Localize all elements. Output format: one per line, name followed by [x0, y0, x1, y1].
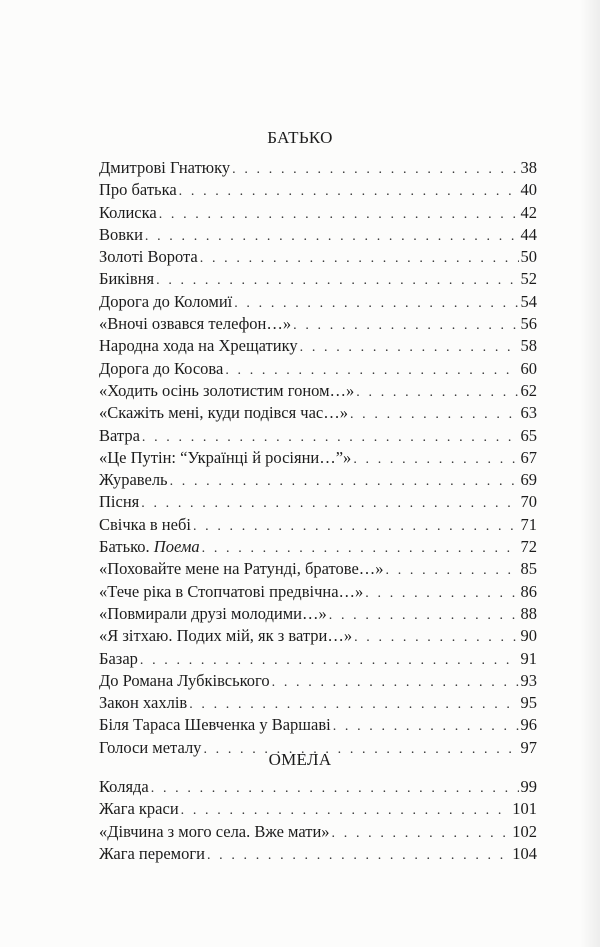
toc-entry-title: [99, 798, 179, 820]
toc-entry-title-text: «Вночі озвався телефон…»: [99, 314, 292, 334]
dot-leader: [365, 583, 518, 605]
toc-entry-genre: Поема: [153, 537, 200, 557]
dot-leader: [140, 650, 519, 672]
toc-entry: [99, 670, 537, 692]
toc-entry-page-number: 86: [520, 581, 537, 601]
toc-entry: [99, 179, 537, 201]
toc-entry: [99, 558, 537, 580]
dot-leader: [181, 800, 511, 822]
toc-entry-page-number: 63: [520, 403, 537, 423]
toc-entry-title-text: «Ходить осінь золотистим гоном…»: [99, 380, 355, 400]
toc-entry-title: [99, 380, 354, 402]
toc-entry: [99, 798, 537, 820]
toc-entry-title-text: Пісня: [99, 492, 140, 512]
toc-entry-title-text: Коляда: [99, 777, 149, 796]
toc-entry: [99, 581, 537, 603]
toc-entry-title: [99, 358, 223, 380]
dot-leader: [189, 694, 518, 716]
toc-entry-page-number: 93: [520, 670, 537, 690]
toc-entry-page-number: 88: [520, 603, 537, 623]
toc-entry-title-text: Базар: [99, 648, 138, 668]
toc-entry-page-number: 99: [520, 777, 537, 796]
toc-entry-page-number: 71: [520, 514, 537, 534]
toc-entry: [99, 714, 537, 736]
toc-entry-page-number: 72: [520, 537, 537, 557]
toc-entry-title: [99, 491, 139, 513]
toc-entry: [99, 157, 537, 179]
toc-entry-page-number: 58: [520, 336, 537, 356]
toc-entry: [99, 776, 537, 798]
dot-leader: [234, 293, 518, 315]
dot-leader: [329, 605, 519, 627]
toc-entry: [99, 335, 537, 357]
toc-entry-title: [99, 648, 138, 670]
dot-leader: [356, 382, 518, 404]
toc-entry-page-number: 97: [520, 737, 537, 757]
toc-entry-page-number: 40: [520, 180, 537, 200]
toc-entry-page-number: 95: [520, 693, 537, 713]
toc-entry-page-number: 42: [520, 202, 537, 222]
toc-entry-page-number: 69: [520, 470, 537, 490]
toc-entry-title: [99, 670, 270, 692]
toc-entry-title-text: «Повмирали друзі молодими…»: [99, 603, 327, 623]
toc-entry-page-number: 101: [512, 799, 537, 819]
toc-entry-page-number: 102: [512, 821, 537, 841]
toc-entry-title: [99, 692, 187, 714]
toc-entry-title: [99, 179, 177, 201]
dot-leader: [202, 538, 519, 560]
toc-entry-title-text: «Поховайте мене на Ратунді, братове…»: [99, 559, 384, 579]
toc-entry-title-text: Биківня: [99, 269, 155, 289]
toc-entry: [99, 202, 537, 224]
dot-leader: [354, 627, 518, 649]
toc-entry-title-text: «Тече ріка в Стопчатові предвічна…»: [99, 581, 364, 601]
dot-leader: [353, 449, 518, 471]
dot-leader: [333, 716, 519, 738]
toc-entry-title-text: Свічка в небі: [99, 514, 191, 534]
dot-leader: [225, 360, 518, 382]
toc-entry: [99, 821, 537, 843]
toc-entry-title-text: «Дівчина з мого села. Вже мати»: [99, 821, 330, 841]
toc-entry-title: [99, 402, 348, 424]
toc-entry-title-text: Колиска: [99, 202, 157, 222]
toc-entry-title: [99, 603, 327, 625]
toc-entry: [99, 648, 537, 670]
toc-entry-title-text: «Скажіть мені, куди подівся час…»: [99, 403, 348, 423]
toc-entry-page-number: 96: [520, 715, 537, 735]
toc-entry: [99, 224, 537, 246]
toc-entry-title-text: Журавель: [99, 470, 168, 490]
toc-entry-title: [99, 625, 352, 647]
toc-entry-page-number: 60: [520, 358, 537, 378]
section-title-batko: БАТЬКО: [267, 128, 333, 147]
dot-leader: [159, 204, 519, 226]
dot-leader: [170, 471, 519, 493]
toc-section-omela: [99, 776, 537, 865]
dot-leader: [141, 493, 518, 515]
toc-entry-title-text: Жага перемоги: [99, 843, 205, 863]
dot-leader: [193, 516, 519, 538]
toc-entry-title: [99, 291, 232, 313]
toc-entry-page-number: 50: [520, 247, 537, 267]
toc-entry: [99, 536, 537, 558]
toc-entry-title: [99, 558, 384, 580]
toc-entry-title: [99, 514, 191, 536]
toc-entry-title-text: До Романа Лубківського: [99, 670, 270, 690]
toc-entry-title-text: Батько.: [99, 537, 154, 557]
toc-entry-page-number: 67: [520, 447, 537, 467]
dot-leader: [179, 181, 519, 203]
toc-entry-page-number: 52: [520, 269, 537, 289]
dot-leader: [300, 337, 519, 359]
toc-entry-title: [99, 447, 351, 469]
toc-entry: [99, 514, 537, 536]
toc-entry: [99, 402, 537, 424]
toc-entry-title: [99, 469, 168, 491]
toc-entry-title: [99, 268, 154, 290]
dot-leader: [272, 672, 519, 694]
toc-entry-page-number: 54: [520, 291, 537, 311]
toc-entry-title: [99, 843, 205, 865]
dot-leader: [293, 315, 518, 337]
toc-entry-title: [99, 313, 291, 335]
toc-entry: [99, 268, 537, 290]
toc-entry-page-number: 70: [520, 492, 537, 512]
toc-entry-title-text: «Це Путін: “Українці й росіяни…”»: [99, 447, 352, 467]
toc-entry-title-text: Дорога до Коломиї: [99, 291, 233, 311]
section-title-omela: ОМЕЛА: [268, 750, 332, 769]
toc-entry: [99, 447, 537, 469]
toc-section-batko: [99, 157, 537, 759]
toc-entry-title-text: Голоси металу: [99, 737, 202, 757]
toc-entry-page-number: 62: [520, 380, 537, 400]
toc-entry-title: [99, 335, 298, 357]
toc-entry-title-text: Народна хода на Хрещатику: [99, 336, 298, 356]
toc-entry-title-text: Вовки: [99, 224, 143, 244]
toc-entry: [99, 425, 537, 447]
toc-entry: [99, 246, 537, 268]
toc-entry-title: [99, 224, 143, 246]
toc-entry-title: [99, 246, 198, 268]
dot-leader: [145, 226, 519, 248]
toc-entry-title: [99, 714, 331, 736]
toc-entry: [99, 313, 537, 335]
toc-entry-title: [99, 581, 363, 603]
toc-entry-title-text: Біля Тараса Шевченка у Варшаві: [99, 715, 331, 735]
toc-entry-page-number: 104: [512, 843, 537, 863]
toc-entry: [99, 692, 537, 714]
dot-leader: [386, 560, 519, 582]
dot-leader: [350, 404, 519, 426]
toc-entry-title: [99, 821, 330, 843]
toc-entry: [99, 358, 537, 380]
toc-entry-title: [99, 202, 157, 224]
toc-entry: [99, 380, 537, 402]
toc-entry-page-number: 90: [520, 626, 537, 646]
dot-leader: [142, 427, 519, 449]
toc-entry-title: [99, 157, 230, 179]
toc-entry-title-text: Золоті Ворота: [99, 247, 198, 267]
toc-entry-title-text: Дорога до Косова: [99, 358, 224, 378]
toc-entry-page-number: 44: [520, 224, 537, 244]
toc-entry-page-number: 91: [520, 648, 537, 668]
dot-leader: [151, 778, 519, 800]
dot-leader: [156, 270, 518, 292]
dot-leader: [332, 823, 511, 845]
toc-entry-title-text: Про батька: [99, 180, 177, 200]
toc-entry: [99, 291, 537, 313]
toc-entry: [99, 491, 537, 513]
toc-entry-title-text: Закон хахлів: [99, 693, 188, 713]
toc-entry-title: [99, 536, 200, 558]
toc-entry-title-text: «Я зітхаю. Подих мій, як з ватри…»: [99, 626, 353, 646]
toc-entry-title-text: Жага краси: [99, 799, 179, 819]
toc-entry: [99, 603, 537, 625]
dot-leader: [207, 845, 510, 867]
toc-entry-title-text: Ватра: [99, 425, 140, 445]
dot-leader: [232, 159, 518, 181]
toc-entry: [99, 469, 537, 491]
toc-entry-page-number: 85: [520, 559, 537, 579]
toc-entry-page-number: 38: [520, 158, 537, 177]
toc-entry: [99, 625, 537, 647]
toc-entry: [99, 843, 537, 865]
toc-entry-page-number: 65: [520, 425, 537, 445]
toc-entry-title: [99, 425, 140, 447]
toc-entry-page-number: 56: [520, 314, 537, 334]
toc-entry-title: [99, 776, 149, 798]
toc-entry-title-text: Дмитрові Гнатюку: [99, 158, 231, 177]
dot-leader: [200, 248, 519, 270]
